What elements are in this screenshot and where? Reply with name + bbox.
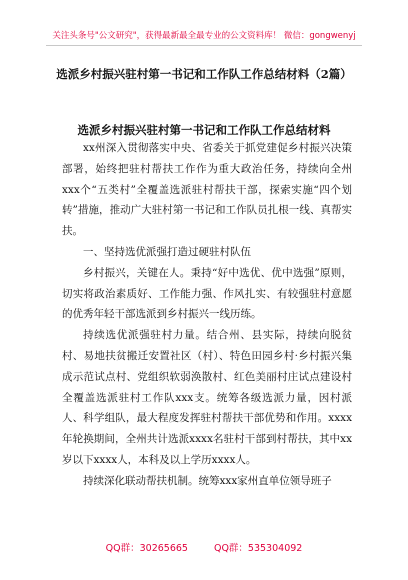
footer-qq-groups bbox=[0, 540, 408, 554]
qq-group-2: QQ群：535304092 bbox=[213, 543, 303, 554]
promo-banner: 关注头条号"公文研究"，获得最新最全最专业的公文资料库！ 微信：gongwenyj bbox=[52, 31, 356, 41]
paragraph: 持续深化联动帮扶机制。统筹xxx家州直单位领导班子 bbox=[83, 474, 332, 487]
body-text bbox=[62, 138, 352, 492]
heading-paragraph: 一、坚持选优派强打造过硬驻村队伍 bbox=[83, 245, 251, 258]
section-title: 选派乡村振兴驻村第一书记和工作队工作总结材料 bbox=[77, 123, 331, 137]
header-divider bbox=[46, 45, 362, 46]
qq-group-1: QQ群：30265665 bbox=[105, 543, 188, 554]
paragraph: xx州深入贯彻落实中央、省委关于抓党建促乡村振兴决策部署，始终把驻村帮扶工作作为重大政治任务，持续向全州xxx个“五类村”全覆盖选派驻村帮扶干部，探索实施“四个划转”措施，推动广大驻村第一书记和工作队员扎根一线、真帮实扶。 bbox=[62, 142, 352, 238]
document-title: 选派乡村振兴驻村第一书记和工作队工作总结材料（2篇） bbox=[56, 67, 352, 81]
paragraph: 持续选优派强驻村力量。结合州、县实际，持续向脱贫村、易地扶贫搬迁安置社区（村）、特色田园乡村·乡村振兴集成示范试点村、党组织软弱涣散村、红色美丽村庄试点建设村全覆盖选派驻村工作队xxx支。统筹各级选派力量，因村派人、科学组队，最大程度发挥驻村帮扶干部优势和作用。xxxx年轮换期间，全州共计选派xxxx名驻村干部到村帮扶，其中xx岁以下xxxx人，本科及以上学历xxxx人。 bbox=[62, 329, 352, 466]
paragraph: 乡村振兴，关键在人。秉持“好中选优、优中选强”原则，切实将政治素质好、工作能力强、作风扎实、有较强驻村意愿的优秀年轻干部选派到乡村振兴一线历练。 bbox=[62, 266, 352, 321]
